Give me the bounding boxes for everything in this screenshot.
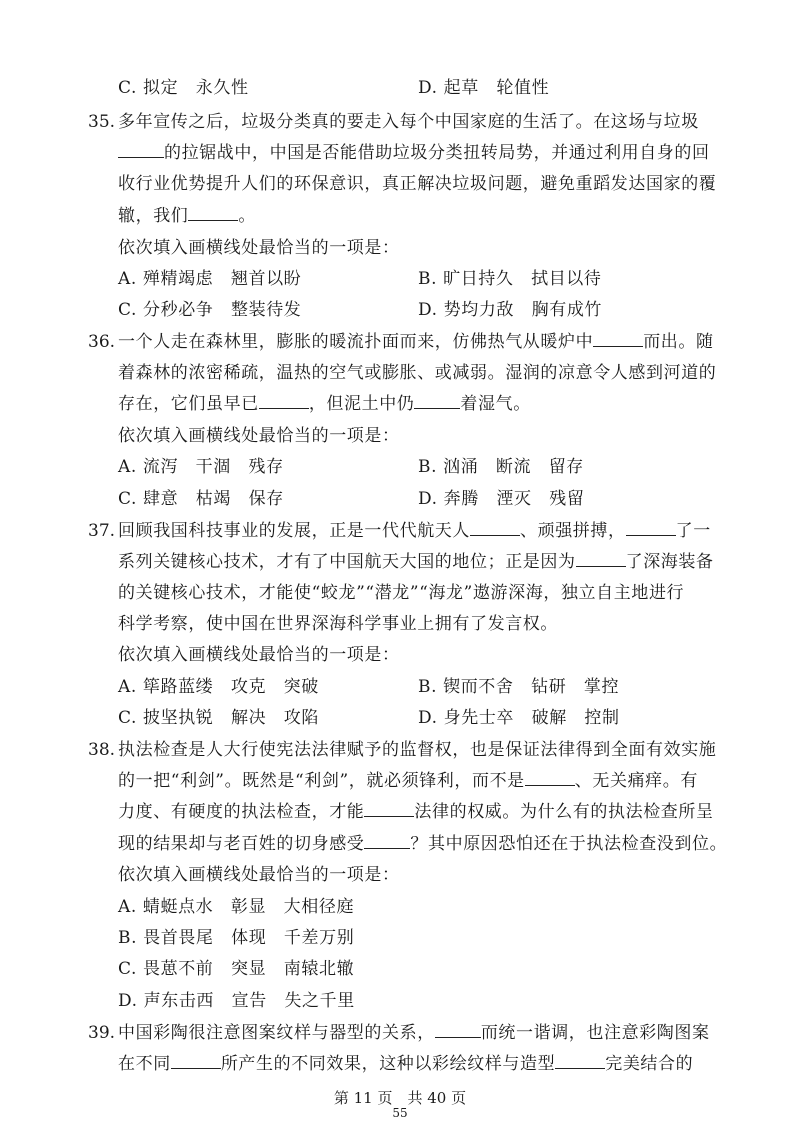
- blank: [626, 519, 676, 536]
- q37-option-b: B. 锲而不舍 钻研 掌控: [418, 677, 620, 697]
- q37-line3: 的关键核心技术，才能使“蛟龙”“潜龙”“海龙”遨游深海，独立自主地进行: [118, 583, 685, 603]
- q35-option-b: B. 旷日持久 拭目以待: [418, 269, 602, 289]
- q38-line2-end: 、无关痛痒。有: [574, 771, 698, 791]
- q36-number: 36.: [88, 332, 116, 352]
- q37-line1-text: 回顾我国科技事业的发展，正是一代代航天人: [118, 521, 470, 541]
- blank: [593, 330, 643, 347]
- q37-line2-end: 了深海装备: [625, 552, 714, 572]
- page-scan-number: 55: [392, 1106, 408, 1120]
- q39-line1-end: 而统一谐调，也注意彩陶图案: [480, 1023, 710, 1043]
- blank: [364, 832, 410, 849]
- q38-line4: [118, 832, 727, 856]
- blank: [171, 1052, 221, 1069]
- q38-option-a: A. 蜻蜓点水 彰显 大相径庭: [118, 897, 355, 917]
- q38-line3-end: 法律的权威。为什么有的执法检查所呈: [414, 802, 714, 822]
- q35-number: 35.: [88, 112, 116, 132]
- q37-line4: 科学考察，使中国在世界深海科学事业上拥有了发言权。: [118, 614, 558, 634]
- q36-line3-text: 存在，它们虽早已: [118, 394, 259, 414]
- blank: [576, 550, 626, 567]
- q37-line1-mid: 、顽强拼搏，: [520, 521, 626, 541]
- blank: [364, 800, 414, 817]
- q38-option-c: C. 畏葸不前 突显 南辕北辙: [118, 959, 355, 979]
- q36-line3-end: 着湿气。: [460, 394, 531, 414]
- q35-line2-text: 的拉锯战中，中国是否能借助垃圾分类扭转局势，并通过利用自身的回: [164, 143, 710, 163]
- q38-option-b: B. 畏首畏尾 体现 千差万别: [118, 928, 355, 948]
- q36-option-a: A. 流泻 干涸 残存: [118, 457, 284, 477]
- q38-option-d: D. 声东击西 宣告 失之千里: [118, 991, 355, 1011]
- q36-line1-text: 一个人走在森林里，膨胀的暖流扑面而来，仿佛热气从暖炉中: [118, 332, 594, 352]
- q37-option-a: A. 筚路蓝缕 攻克 突破: [118, 677, 319, 697]
- q38-line3-text: 力度、有硬度的执法检查，才能: [118, 802, 365, 822]
- q36-line1: [118, 330, 714, 354]
- q36-line3: [118, 392, 531, 416]
- q35-line1: 多年宣传之后，垃圾分类真的要走入每个中国家庭的生活了。在这场与垃圾: [118, 112, 699, 132]
- q38-number: 38.: [88, 740, 116, 760]
- q34-option-c: C. 拟定 永久性: [118, 78, 249, 98]
- q36-line3-mid: ，但泥土中仍: [308, 394, 415, 414]
- q38-line4-text: 现的结果却与老百姓的切身感受: [118, 834, 365, 854]
- q36-option-c: C. 肆意 枯竭 保存: [118, 489, 284, 509]
- q38-line2-text: 的一把“利剑”。既然是“利剑”，就必须锋利，而不是: [118, 771, 525, 791]
- q36-prompt: 依次填入画横线处最恰当的一项是：: [118, 426, 400, 446]
- q37-line1: [118, 519, 711, 543]
- q38-line3: [118, 800, 714, 824]
- q34-option-d: D. 起草 轮值性: [418, 78, 550, 98]
- blank: [525, 769, 575, 786]
- q37-line2-text: 系列关键核心技术，才有了中国航天大国的地位；正是因为: [118, 552, 576, 572]
- q39-line2: [118, 1052, 693, 1076]
- q36-option-b: B. 汹涌 断流 留存: [418, 457, 584, 477]
- q39-line2-end: 完美结合的: [605, 1054, 694, 1074]
- blank: [259, 392, 309, 409]
- q39-line2-mid: 所产生的不同效果，这种以彩绘纹样与造型: [220, 1054, 556, 1074]
- q39-line1-text: 中国彩陶很注意图案纹样与器型的关系，: [118, 1023, 435, 1043]
- q38-line4-end: ？其中原因恐怕还在于执法检查没到位。: [410, 834, 728, 854]
- q39-line2-text: 在不同: [118, 1054, 171, 1074]
- q37-prompt: 依次填入画横线处最恰当的一项是：: [118, 645, 400, 665]
- q36-line2: 着森林的浓密稀疏，温热的空气或膨胀、或减弱。湿润的凉意令人感到河道的: [118, 363, 717, 383]
- q35-option-a: A. 殚精竭虑 翘首以盼: [118, 269, 302, 289]
- q39-line1: [118, 1021, 710, 1045]
- q35-line3: 收行业优势提升人们的环保意识，真正解决垃圾问题，避免重蹈发达国家的覆: [118, 174, 717, 194]
- q35-line2: [118, 141, 710, 165]
- q36-option-d: D. 奔腾 湮灭 残留: [418, 489, 585, 509]
- q35-line4-end: 。: [238, 206, 257, 226]
- q37-option-c: C. 披坚执锐 解决 攻陷: [118, 708, 320, 728]
- blank: [435, 1021, 481, 1038]
- blank: [470, 519, 520, 536]
- blank: [414, 392, 460, 409]
- q39-number: 39.: [88, 1023, 116, 1043]
- q35-line4: [118, 204, 256, 228]
- blank: [555, 1052, 605, 1069]
- blank: [118, 141, 164, 158]
- blank: [188, 204, 238, 221]
- q37-option-d: D. 身先士卒 破解 控制: [418, 708, 620, 728]
- q37-line1-end: 了一: [675, 521, 711, 541]
- q37-line2: [118, 550, 714, 574]
- q35-prompt: 依次填入画横线处最恰当的一项是：: [118, 238, 400, 258]
- q35-line4-text: 辙，我们: [118, 206, 189, 226]
- q37-number: 37.: [88, 521, 116, 541]
- q36-line1-end: 而出。随: [643, 332, 714, 352]
- q35-option-d: D. 势均力敌 胸有成竹: [418, 300, 603, 320]
- page-footer: 第 11 页 共 40 页: [333, 1089, 467, 1107]
- q38-line1: 执法检查是人大行使宪法法律赋予的监督权，也是保证法律得到全面有效实施: [118, 740, 717, 760]
- q38-line2: [118, 769, 698, 793]
- q38-prompt: 依次填入画横线处最恰当的一项是：: [118, 865, 400, 885]
- q35-option-c: C. 分秒必争 整装待发: [118, 300, 302, 320]
